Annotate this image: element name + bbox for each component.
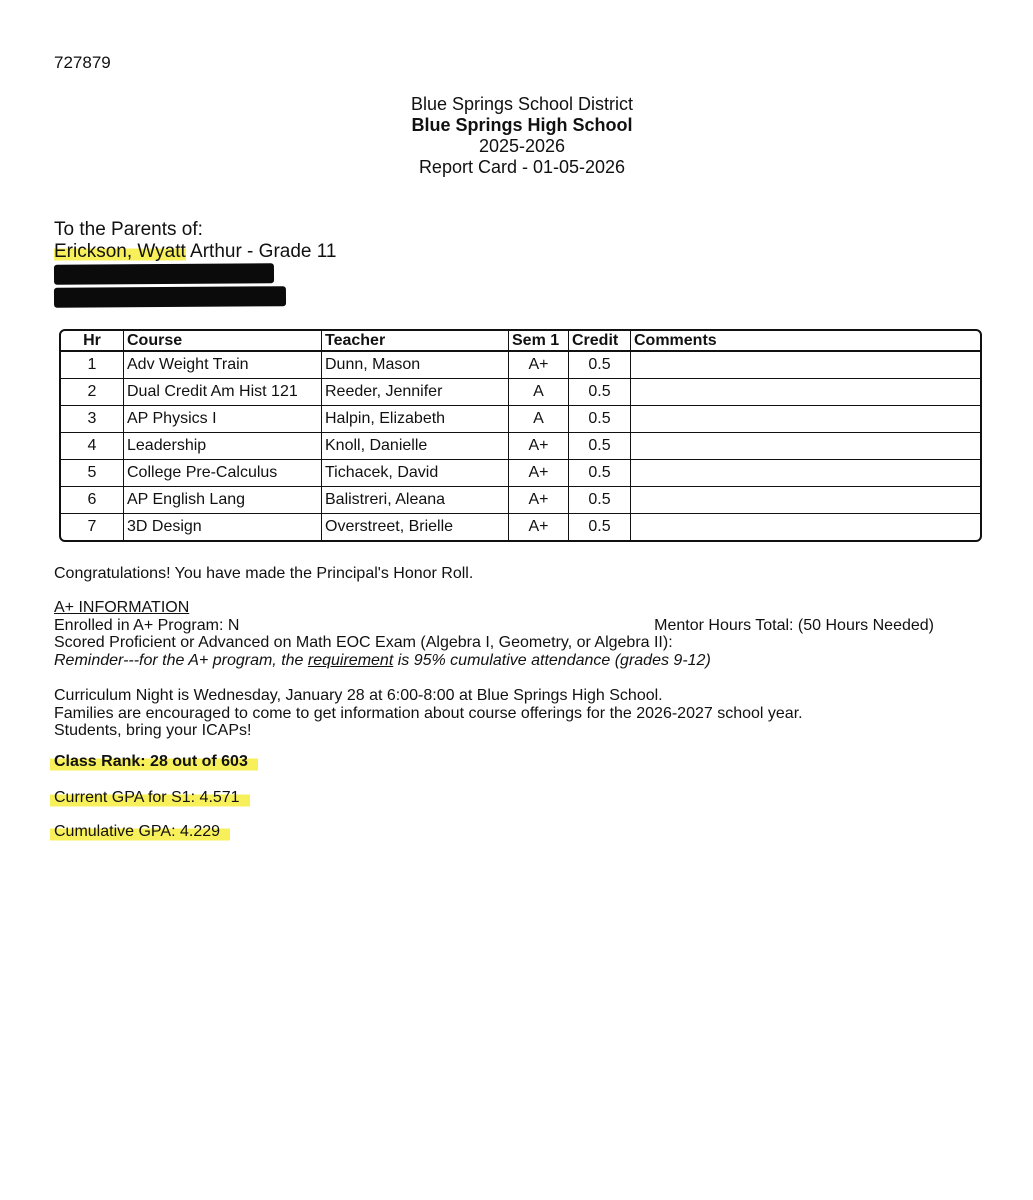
aplus-enrolled: Enrolled in A+ Program: N	[54, 616, 240, 634]
cell-sem1: A+	[509, 487, 569, 514]
document-id: 727879	[54, 53, 111, 72]
student-name-highlighted: Erickson, Wyatt	[54, 241, 186, 262]
cell-sem1: A+	[509, 433, 569, 460]
table-row	[61, 406, 980, 433]
report-header	[0, 94, 1033, 178]
cell-credit: 0.5	[569, 406, 631, 433]
cell-hr: 7	[61, 514, 124, 540]
cell-teacher: Balistreri, Aleana	[322, 487, 509, 514]
cell-course: Dual Credit Am Hist 121	[124, 379, 322, 406]
cell-sem1: A+	[509, 352, 569, 379]
table-header-row	[61, 331, 980, 352]
cell-sem1: A+	[509, 460, 569, 487]
cell-teacher: Knoll, Danielle	[322, 433, 509, 460]
student-name	[54, 241, 336, 263]
cell-course: Adv Weight Train	[124, 352, 322, 379]
cell-comments	[631, 514, 980, 540]
addressee-intro: To the Parents of:	[54, 219, 203, 240]
cell-course: AP Physics I	[124, 406, 322, 433]
table-row	[61, 460, 980, 487]
table-row	[61, 379, 980, 406]
cell-comments	[631, 352, 980, 379]
grades-table	[59, 329, 982, 542]
cell-hr: 2	[61, 379, 124, 406]
cell-teacher: Reeder, Jennifer	[322, 379, 509, 406]
cell-course: 3D Design	[124, 514, 322, 540]
school-name: Blue Springs High School	[411, 115, 633, 135]
cell-teacher: Halpin, Elizabeth	[322, 406, 509, 433]
mentor-hours: Mentor Hours Total: (50 Hours Needed)	[654, 616, 934, 634]
cell-credit: 0.5	[569, 514, 631, 540]
cell-hr: 5	[61, 460, 124, 487]
address-block	[54, 219, 336, 307]
aplus-information	[54, 599, 934, 669]
cumulative-gpa: Cumulative GPA: 4.229	[54, 823, 230, 841]
header-credit: Credit	[569, 331, 631, 352]
table-row	[61, 487, 980, 514]
aplus-reminder: Reminder---for the A+ program, the requirement is 95% cumulative attendance (grades 9-12)	[54, 651, 711, 669]
curriculum-line-1: Curriculum Night is Wednesday, January 28 at 6:00-8:00 at Blue Springs High School.	[54, 687, 663, 704]
cell-credit: 0.5	[569, 487, 631, 514]
student-name-rest: Arthur - Grade 11	[185, 241, 337, 262]
aplus-title: A+ INFORMATION	[54, 599, 190, 616]
cell-credit: 0.5	[569, 433, 631, 460]
honor-roll-message: Congratulations! You have made the Principal's Honor Roll.	[54, 565, 474, 582]
header-comments: Comments	[631, 331, 980, 352]
cell-sem1: A	[509, 406, 569, 433]
table-row	[61, 352, 980, 379]
cell-teacher: Overstreet, Brielle	[322, 514, 509, 540]
curriculum-night-notice	[54, 687, 803, 740]
cell-teacher: Tichacek, David	[322, 460, 509, 487]
table-row	[61, 514, 980, 540]
cell-comments	[631, 406, 980, 433]
cell-hr: 6	[61, 487, 124, 514]
cell-course: AP English Lang	[124, 487, 322, 514]
cell-credit: 0.5	[569, 460, 631, 487]
cell-course: College Pre-Calculus	[124, 460, 322, 487]
curriculum-line-3: Students, bring your ICAPs!	[54, 722, 252, 739]
cell-hr: 4	[61, 433, 124, 460]
cell-credit: 0.5	[569, 379, 631, 406]
redacted-street-address	[54, 264, 274, 286]
cell-hr: 1	[61, 352, 124, 379]
current-gpa: Current GPA for S1: 4.571	[54, 789, 250, 807]
school-year: 2025-2026	[478, 136, 566, 156]
eoc-exam-line: Scored Proficient or Advanced on Math EOC Exam (Algebra I, Geometry, or Algebra II):	[54, 634, 673, 651]
header-sem1: Sem 1	[509, 331, 569, 352]
cell-sem1: A	[509, 379, 569, 406]
cell-hr: 3	[61, 406, 124, 433]
header-course: Course	[124, 331, 322, 352]
redacted-city-state-zip	[54, 286, 286, 308]
cell-credit: 0.5	[569, 352, 631, 379]
report-title: Report Card - 01-05-2026	[418, 157, 626, 177]
cell-course: Leadership	[124, 433, 322, 460]
district-name: Blue Springs School District	[410, 94, 634, 114]
cell-comments	[631, 379, 980, 406]
cell-sem1: A+	[509, 514, 569, 540]
class-rank: Class Rank: 28 out of 603	[54, 753, 258, 771]
curriculum-line-2: Families are encouraged to come to get information about course offerings for the 2026-2027 school year.	[54, 704, 803, 722]
cell-comments	[631, 460, 980, 487]
header-hr: Hr	[61, 331, 124, 352]
cell-comments	[631, 487, 980, 514]
cell-teacher: Dunn, Mason	[322, 352, 509, 379]
table-row	[61, 433, 980, 460]
cell-comments	[631, 433, 980, 460]
header-teacher: Teacher	[322, 331, 509, 352]
